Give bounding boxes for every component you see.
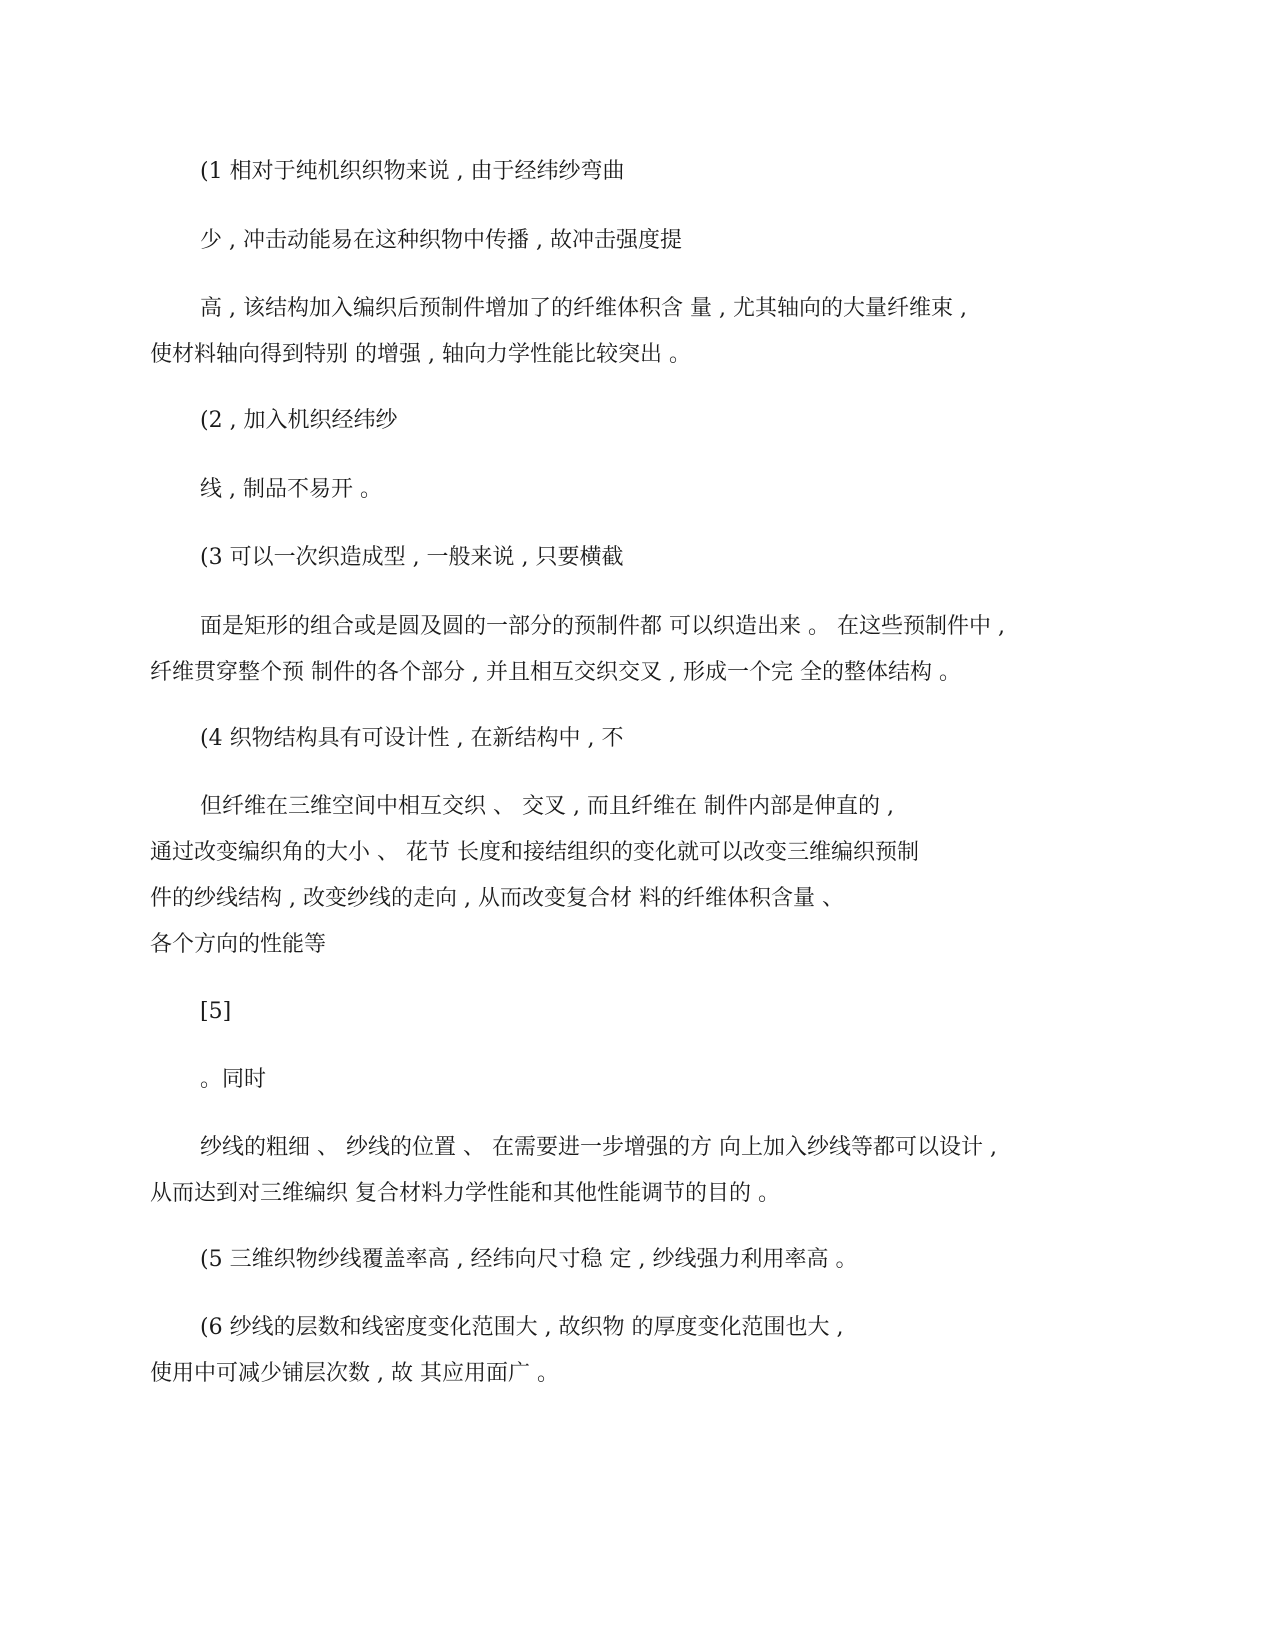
text-line: 纱线的粗细 、 纱线的位置 、 在需要进一步增强的方 向上加入纱线等都可以设计 ,	[200, 1135, 997, 1160]
paragraph-1	[150, 149, 1150, 195]
text-line: 从而达到对三维编织 复合材料力学性能和其他性能调节的目的 。	[150, 1181, 780, 1206]
text-line: 各个方向的性能等	[150, 932, 327, 957]
text-line: 。同时	[200, 1067, 267, 1092]
text-line: 少 , 冲击动能易在这种织物中传播 , 故冲击强度提	[200, 228, 682, 253]
text-line: 线 , 制品不易开 。	[200, 477, 382, 502]
paragraph-6	[150, 535, 1150, 581]
paragraph-7	[150, 604, 1150, 696]
text-line: (3 可以一次织造成型 , 一般来说 , 只要横截	[200, 545, 624, 570]
text-line: 使材料轴向得到特别 的增强 , 轴向力学性能比较突出 。	[150, 342, 691, 367]
paragraph-2	[150, 218, 1150, 264]
text-line: (2 , 加入机织经纬纱	[200, 408, 398, 433]
paragraph-10	[150, 989, 1150, 1035]
text-line: 使用中可减少铺层次数 , 故 其应用面广 。	[150, 1361, 559, 1386]
text-line: 面是矩形的组合或是圆及圆的一部分的预制件都 可以织造出来 。 在这些预制件中 ,	[200, 614, 1005, 639]
paragraph-9	[150, 784, 1150, 968]
citation-ref: [5]	[200, 999, 232, 1024]
paragraph-14	[150, 1305, 1150, 1397]
paragraph-11	[150, 1057, 1150, 1103]
text-line: (6 纱线的层数和线密度变化范围大 , 故织物 的厚度变化范围也大 ,	[200, 1315, 844, 1340]
text-line: 高 , 该结构加入编织后预制件增加了的纤维体积含 量 , 尤其轴向的大量纤维束 ,	[200, 296, 967, 321]
paragraph-8	[150, 716, 1150, 762]
text-line: (1 相对于纯机织织物来说 , 由于经纬纱弯曲	[200, 159, 625, 184]
text-line: (4 织物结构具有可设计性 , 在新结构中 , 不	[200, 726, 624, 751]
paragraph-12	[150, 1125, 1150, 1217]
text-line: 通过改变编织角的大小 、 花节 长度和接结组织的变化就可以改变三维编织预制	[150, 840, 919, 865]
text-line: (5 三维织物纱线覆盖率高 , 经纬向尺寸稳 定 , 纱线强力利用率高 。	[200, 1247, 858, 1272]
text-line: 但纤维在三维空间中相互交织 、 交叉 , 而且纤维在 制件内部是伸直的 ,	[200, 794, 894, 819]
paragraph-13	[150, 1237, 1150, 1283]
paragraph-3	[150, 286, 1150, 378]
text-line: 纤维贯穿整个预 制件的各个部分 , 并且相互交织交叉 , 形成一个完 全的整体结构 。	[150, 660, 961, 685]
paragraph-4	[150, 398, 1150, 444]
text-line: 件的纱线结构 , 改变纱线的走向 , 从而改变复合材 料的纤维体积含量 、	[150, 886, 844, 911]
paragraph-5	[150, 467, 1150, 513]
